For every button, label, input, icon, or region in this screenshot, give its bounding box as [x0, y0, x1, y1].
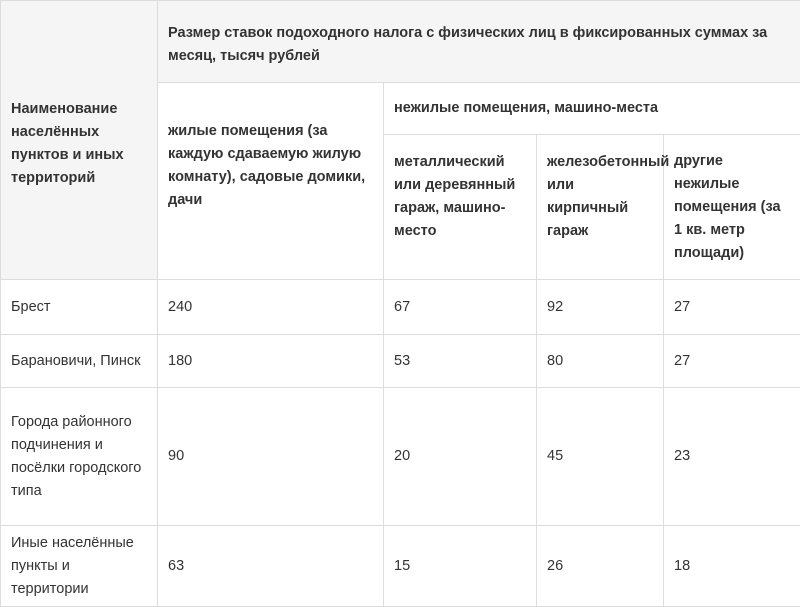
row-name: Города районного подчинения и посёлки городского типа	[1, 388, 158, 526]
table-row	[1, 388, 800, 526]
row-concrete-garage: 45	[537, 388, 664, 526]
row-metal-garage: 15	[384, 526, 537, 607]
row-metal-garage: 20	[384, 388, 537, 526]
table-row	[1, 526, 800, 607]
row-residential: 63	[158, 526, 384, 607]
row-concrete-garage: 92	[537, 280, 664, 335]
row-concrete-garage: 80	[537, 335, 664, 388]
row-other: 27	[664, 280, 800, 335]
header-main-title: Размер ставок подоходного налога с физических лиц в фиксированных суммах за месяц, тысяч рублей	[158, 1, 800, 83]
header-residential: жилые помещения (за каждую сдаваемую жилую комнату), садовые домики, дачи	[158, 83, 384, 280]
header-name-column: Наименование населённых пунктов и иных территорий	[1, 1, 158, 280]
table-row	[1, 280, 800, 335]
row-concrete-garage: 26	[537, 526, 664, 607]
row-residential: 240	[158, 280, 384, 335]
row-name: Барановичи, Пинск	[1, 335, 158, 388]
row-residential: 180	[158, 335, 384, 388]
table-row	[1, 335, 800, 388]
row-other: 18	[664, 526, 800, 607]
row-metal-garage: 53	[384, 335, 537, 388]
header-concrete-garage: железобетонный или кирпичный гараж	[537, 135, 664, 280]
row-name: Иные населённые пункты и территории	[1, 526, 158, 607]
row-residential: 90	[158, 388, 384, 526]
header-metal-garage: металлический или деревянный гараж, машино- место	[384, 135, 537, 280]
row-other: 23	[664, 388, 800, 526]
row-metal-garage: 67	[384, 280, 537, 335]
header-other-nonresidential: другие нежилые помещения (за 1 кв. метр площади)	[664, 135, 800, 280]
row-other: 27	[664, 335, 800, 388]
row-name: Брест	[1, 280, 158, 335]
header-nonresidential-group: нежилые помещения, машино-места	[384, 83, 800, 135]
